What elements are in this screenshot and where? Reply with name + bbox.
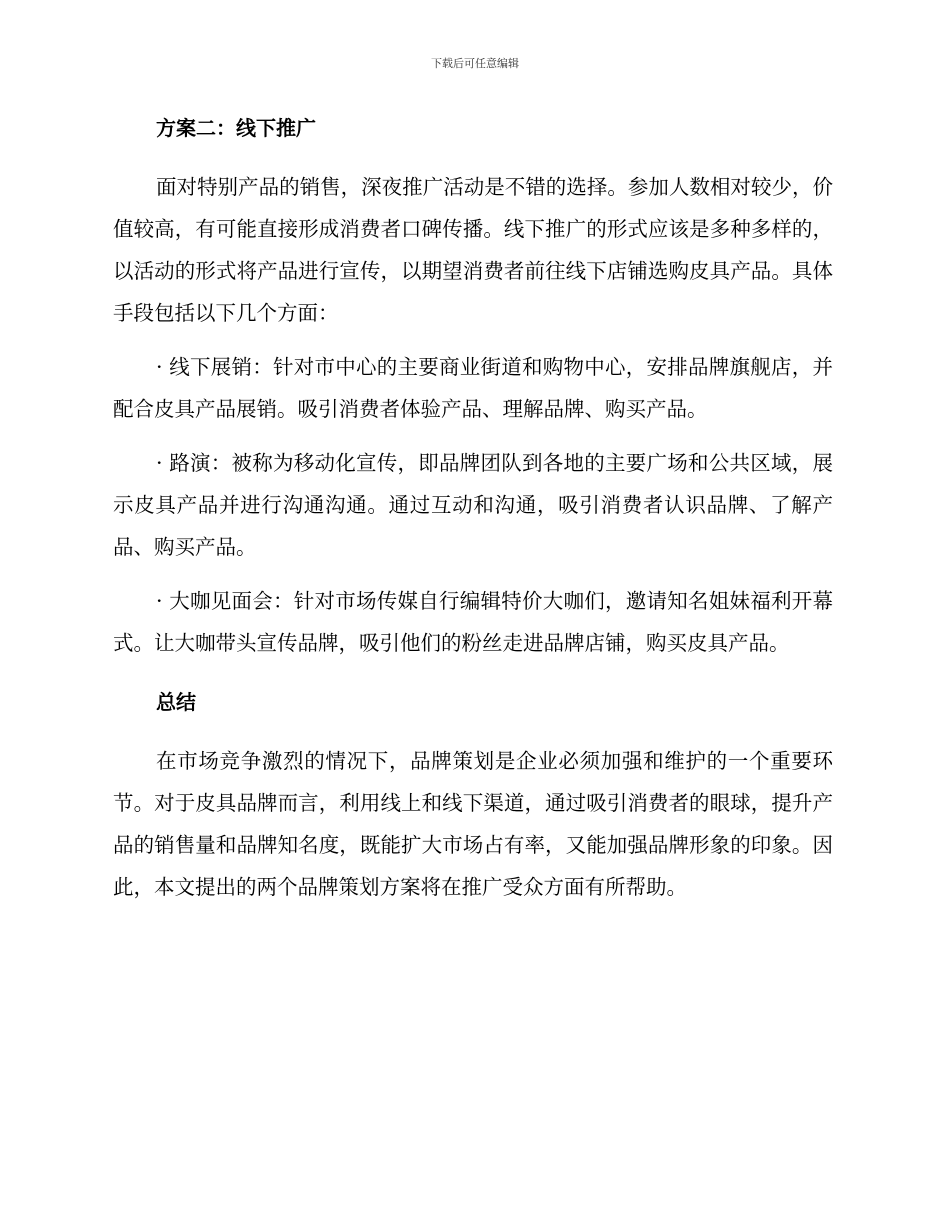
section-heading-offline-promotion: 方案二：线下推广 bbox=[156, 116, 316, 140]
bullet-offline-exhibition: · 线下展销：针对市中心的主要商业街道和购物中心，安排品牌旗舰店，并配合皮具产品展销。吸引消费者体验产品、理解品牌、购买产品。 bbox=[113, 355, 833, 421]
paragraph-offline-intro: 面对特别产品的销售，深夜推广活动是不错的选择。参加人数相对较少，价值较高，有可能直接形成消费者口碑传播。线下推广的形式应该是多种多样的，以活动的形式将产品进行宣传，以期望消费者前往线下店铺选购皮具产品。具体手段包括以下几个方面： bbox=[113, 175, 833, 325]
document-content bbox=[113, 112, 833, 908]
header-note: 下载后可任意编辑 bbox=[431, 57, 519, 70]
bullet-influencer-meetup: · 大咖见面会：针对市场传媒自行编辑特价大咖们，邀请知名姐妹福利开幕式。让大咖带头宣传品牌，吸引他们的粉丝走进品牌店铺，购买皮具产品。 bbox=[113, 589, 833, 655]
section-heading-summary: 总结 bbox=[156, 690, 196, 714]
paragraph-summary: 在市场竞争激烈的情况下，品牌策划是企业必须加强和维护的一个重要环节。对于皮具品牌而言，利用线上和线下渠道，通过吸引消费者的眼球，提升产品的销售量和品牌知名度，既能扩大市场占有率，又能加强品牌形象的印象。因此，本文提出的两个品牌策划方案将在推广受众方面有所帮助。 bbox=[113, 749, 833, 899]
bullet-roadshow: · 路演：被称为移动化宣传，即品牌团队到各地的主要广场和公共区域，展示皮具产品并进行沟通沟通。通过互动和沟通，吸引消费者认识品牌、了解产品、购买产品。 bbox=[113, 451, 833, 559]
